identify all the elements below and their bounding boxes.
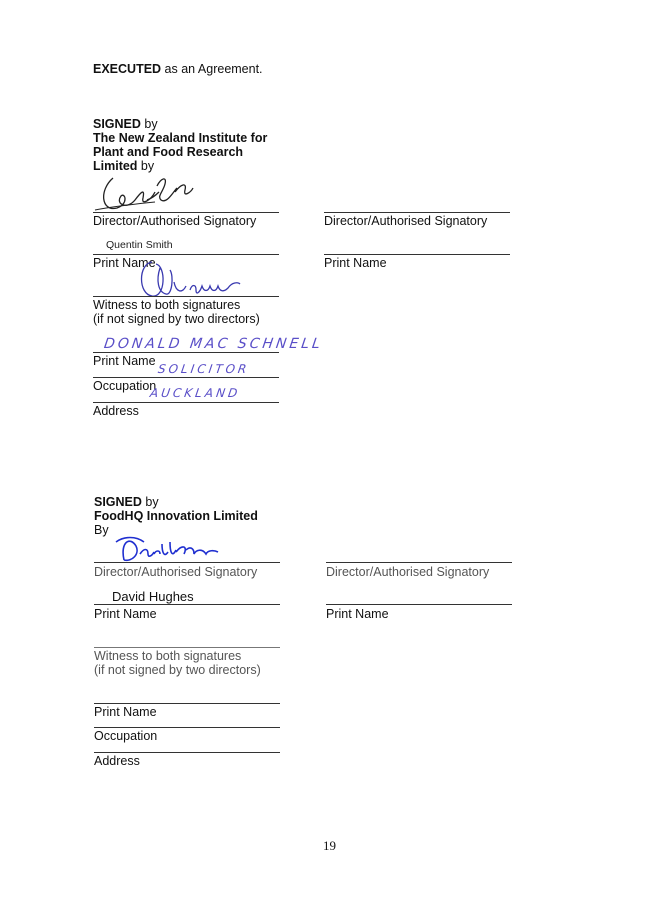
occupation-label-2: Occupation — [94, 729, 158, 743]
witness-print-name-line-2 — [94, 703, 280, 704]
signed-heading-2 — [94, 495, 159, 509]
entity-name-2: FoodHQ Innovation Limited — [94, 509, 258, 523]
witness-print-name-label-1: Print Name — [93, 354, 156, 368]
witness-label-1: Witness to both signatures — [93, 298, 241, 312]
print-name-label-right-2: Print Name — [326, 607, 389, 621]
signatory-line-right-1 — [324, 212, 510, 213]
print-name-label-right-1: Print Name — [324, 256, 387, 270]
by-line-2: By — [94, 523, 109, 537]
entity-by: by — [137, 159, 155, 173]
witness-label-2: Witness to both signatures — [94, 649, 242, 663]
entity-name-line-2: Plant and Food Research — [93, 145, 244, 159]
signatory-label-left-1: Director/Authorised Signatory — [93, 214, 257, 228]
occupation-line-1 — [93, 377, 279, 378]
print-name-label-left-2: Print Name — [94, 607, 157, 621]
signatory-line-left-2 — [94, 562, 280, 563]
page-number: 19 — [323, 838, 336, 853]
witness-print-name-line-1 — [93, 352, 279, 353]
signed-keyword: SIGNED — [93, 117, 141, 131]
witness-line-1 — [93, 296, 279, 297]
occupation-label-1: Occupation — [93, 379, 157, 393]
print-name-line-right-2 — [326, 604, 512, 605]
entity-limited: Limited — [93, 159, 138, 173]
witness-print-name-label-2: Print Name — [94, 705, 157, 719]
address-label-2: Address — [94, 754, 140, 768]
address-label-1: Address — [93, 404, 139, 418]
signatory-label-right-1: Director/Authorised Signatory — [324, 214, 488, 228]
executed-keyword: EXECUTED — [93, 62, 162, 76]
signatory-label-left-2: Director/Authorised Signatory — [94, 565, 258, 579]
witness-name-handwritten: DONALD MAC SCHNELL — [102, 336, 324, 352]
print-name-line-right-1 — [324, 254, 510, 255]
signatory-line-left-1 — [93, 212, 279, 213]
signed-heading-1 — [93, 117, 158, 131]
print-name-label-left-1: Print Name — [93, 256, 156, 270]
signatory-line-right-2 — [326, 562, 512, 563]
occupation-handwritten: SOLICITOR — [157, 362, 251, 376]
typed-name-2: David Hughes — [112, 589, 194, 604]
entity-name-line-1: The New Zealand Institute for — [93, 131, 268, 145]
occupation-line-2 — [94, 727, 280, 728]
signatory-label-right-2: Director/Authorised Signatory — [326, 565, 490, 579]
address-handwritten: AUCKLAND — [149, 386, 242, 400]
address-line-2 — [94, 752, 280, 753]
signed-by-text: by — [140, 117, 158, 131]
signed-keyword-2: SIGNED — [94, 495, 142, 509]
signed-by-text-2: by — [141, 495, 159, 509]
witness-line-2 — [94, 647, 280, 648]
executed-rest: as an Agreement. — [161, 62, 263, 76]
witness-note-1: (if not signed by two directors) — [93, 312, 260, 326]
witness-note-2: (if not signed by two directors) — [94, 663, 261, 677]
executed-statement — [93, 62, 263, 76]
print-name-line-left-2 — [94, 604, 280, 605]
print-name-line-left-1 — [93, 254, 279, 255]
typed-name-1: Quentin Smith — [106, 239, 173, 251]
address-line-1 — [93, 402, 279, 403]
